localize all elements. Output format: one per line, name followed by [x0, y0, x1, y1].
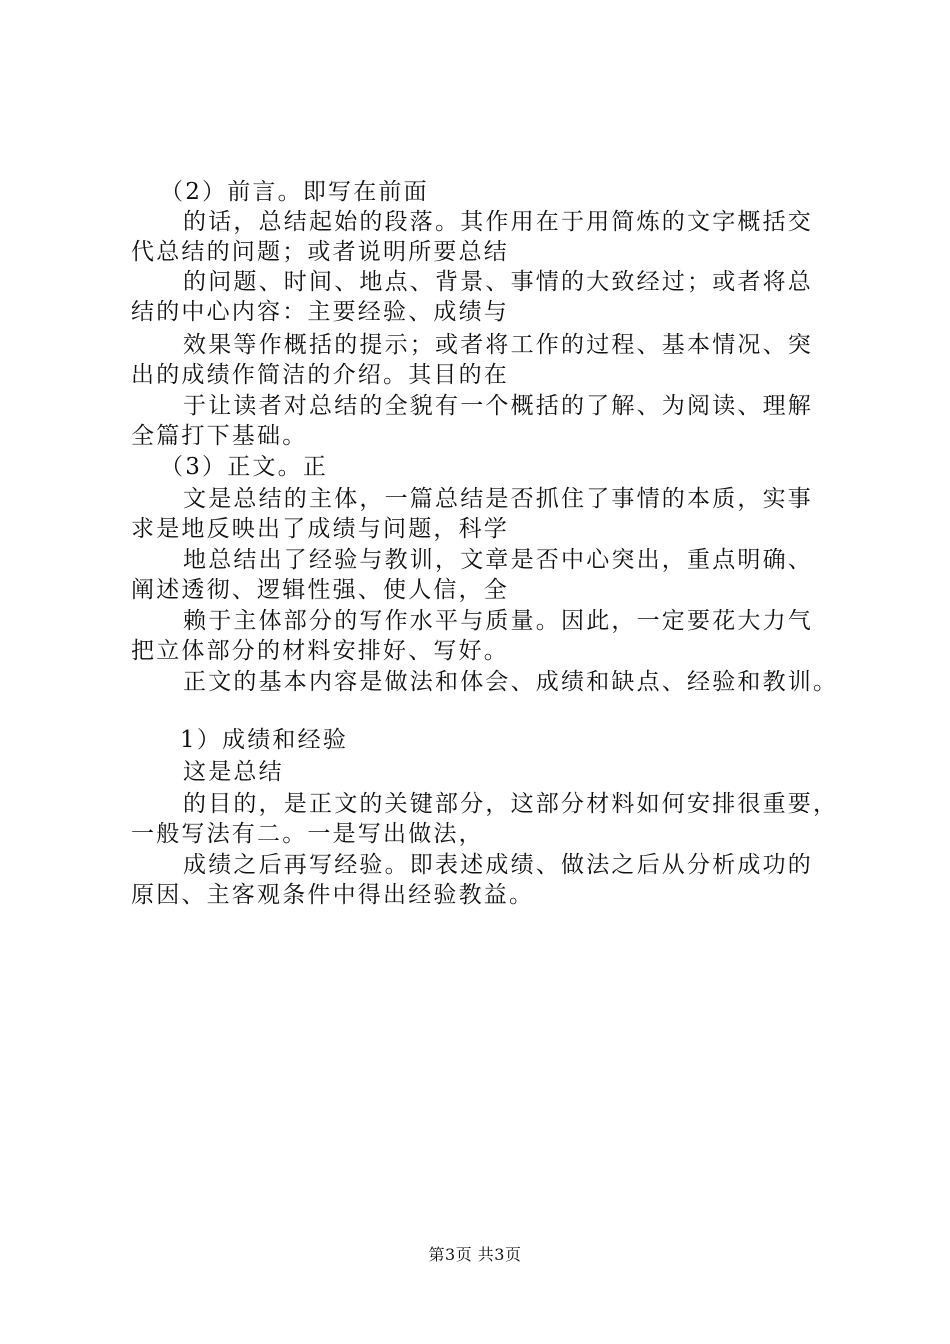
paragraph-line: 的目的，是正文的关键部分，这部分材料如何安排很重要，: [183, 791, 839, 817]
paragraph-line: 地总结出了经验与教训，文章是否中心突出，重点明确、: [183, 547, 813, 573]
paragraph-line: 结的中心内容：主要经验、成绩与: [131, 299, 509, 325]
paragraph-line: 的问题、时间、地点、背景、事情的大致经过；或者将总: [183, 269, 813, 295]
subsection-heading: 1）成绩和经验: [180, 727, 349, 753]
paragraph-line: 原因、主客观条件中得出经验教益。: [131, 882, 535, 908]
paragraph-line: 文是总结的主体，一篇总结是否抓住了事情的本质，实事: [183, 486, 813, 512]
paragraph-line: 全篇打下基础。: [131, 423, 308, 449]
paragraph-line: 的话，总结起始的段落。其作用在于用简炼的文字概括交: [183, 209, 813, 235]
paragraph-line: （2）前言。即写在前面: [160, 179, 429, 205]
section-heading: （3）正文。正: [160, 454, 329, 480]
paragraph-line: 这是总结: [183, 759, 284, 785]
paragraph-line: 成绩之后再写经验。即表述成绩、做法之后从分析成功的: [183, 852, 813, 878]
page-footer: 第3页 共3页: [428, 1245, 522, 1264]
paragraph-line: 正文的基本内容是做法和体会、成绩和缺点、经验和教训。: [183, 669, 839, 695]
paragraph-line: 一般写法有二。一是写出做法，: [131, 821, 484, 847]
paragraph-line: 于让读者对总结的全貌有一个概括的了解、为阅读、理解: [183, 393, 813, 419]
paragraph-line: 阐述透彻、逻辑性强、使人信，全: [131, 577, 509, 603]
paragraph-line: 效果等作概括的提示；或者将工作的过程、基本情况、突: [183, 332, 813, 358]
paragraph-line: 求是地反映出了成绩与问题，科学: [131, 516, 509, 542]
paragraph-line: 代总结的问题；或者说明所要总结: [131, 239, 509, 265]
paragraph-line: 出的成绩作简洁的介绍。其目的在: [131, 362, 509, 388]
paragraph-line: 赖于主体部分的写作水平与质量。因此，一定要花大力气: [183, 608, 813, 634]
paragraph-line: 把立体部分的材料安排好、写好。: [131, 638, 509, 664]
